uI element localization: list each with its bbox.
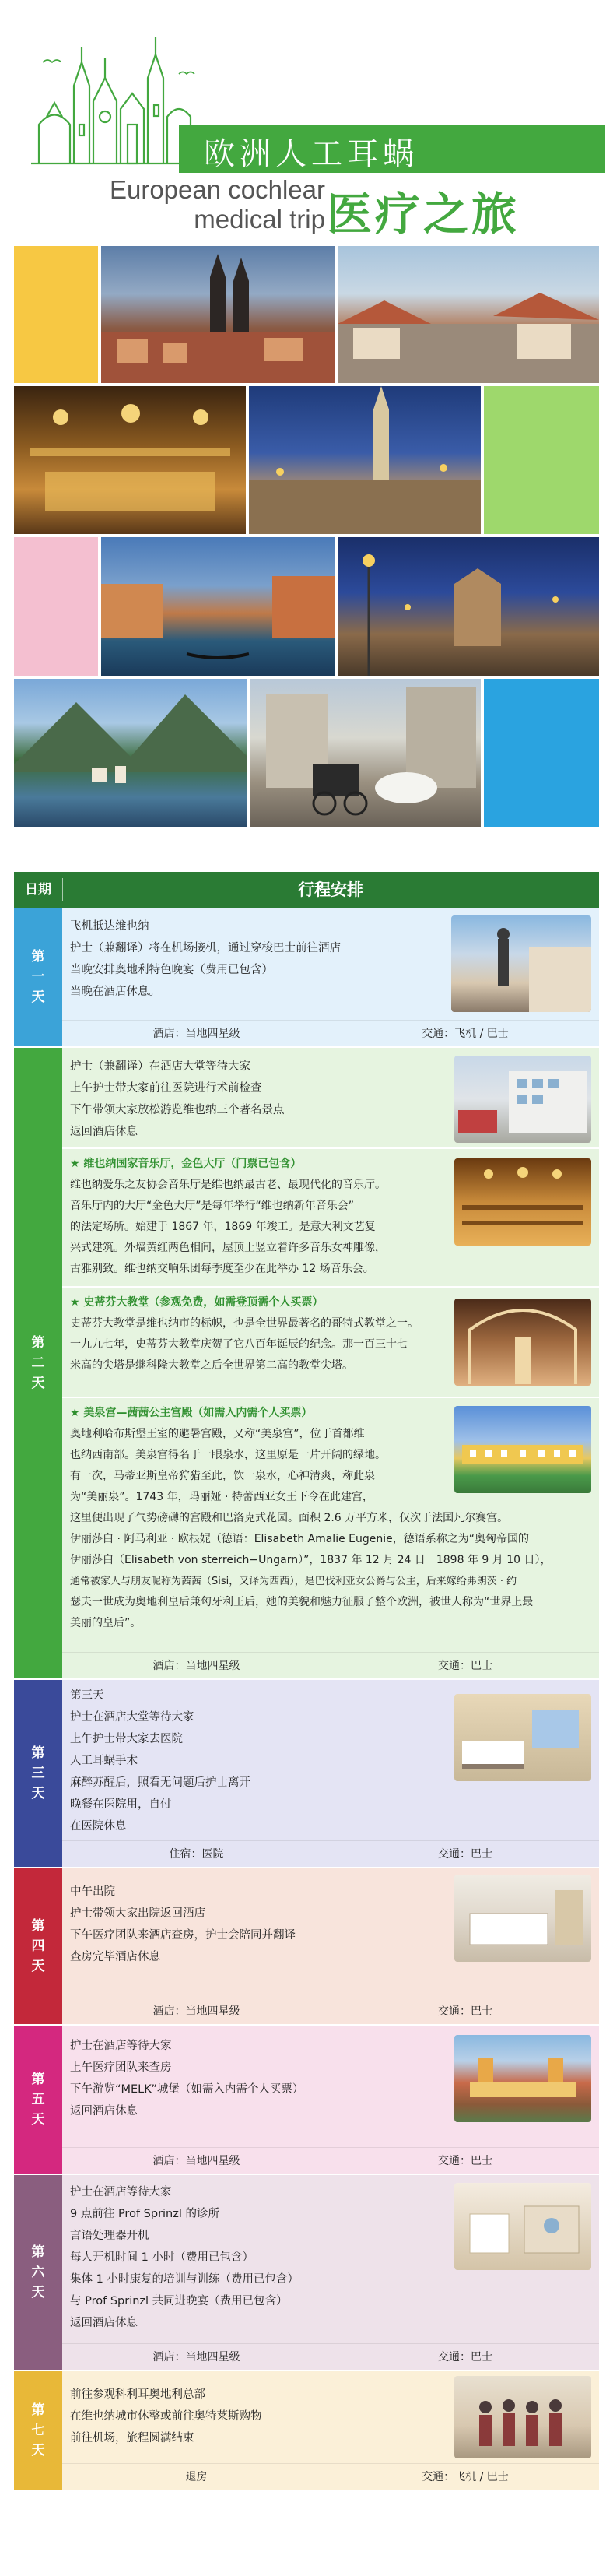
day-7-photo bbox=[454, 2376, 591, 2458]
schonbrunn-text: ★ 美泉宫—茜茜公主宫殿（如需入内需个人买票） 奥地利哈布斯堡王室的避暑宫殿，又称“美泉宫”，位于首都维 也纳西南部。美泉宫得名于一眼泉水，这里原是一片开阔的绿地。 有一次，马蒂亚斯皇帝狩猎至此，饮一泉水，心神清爽，称此泉 为“美丽泉”。1743 年，玛丽娅 · 特蕾西亚女王下令在此建宫， 这里便出现了气势磅礴的宫殿和巴洛克式花园。面积 2.6 万平方米，仅次于法国凡尔赛宫。 伊丽莎白 · 阿马利亚 · 欧根妮（德语：Elisabeth Amalie Eugenie，德语系称之为“奥匈帝国的 伊丽莎白（Elisabeth von sterreich−Ungarn）”，1837 年 12 月 24 日－1898 年 9 月 10 日）， 通常被家人与朋友昵称为茜茜（Sisi，又译为西西），是巴伐利亚女公爵与公主，后来嫁给弗朗茨 · 约 瑟夫一世成为奥地利皇后兼匈牙利王后，她的美貌和魅力征服了整个欧洲，被世人称为“世界上最 美丽的皇后”。 bbox=[70, 1407, 552, 1629]
table-header bbox=[14, 872, 599, 908]
photo-hallstatt-lake bbox=[14, 679, 247, 827]
day-6-transport: 交通：巴士 bbox=[331, 2344, 599, 2370]
color-block-yellow bbox=[14, 246, 98, 383]
day-3-label: 第 三 天 bbox=[14, 1680, 62, 1867]
day-4-accommodation: 酒店：当地四星级 bbox=[152, 2005, 240, 2018]
palace-icon bbox=[454, 1406, 591, 1493]
page-title: 欧洲人工耳蜗 bbox=[204, 136, 419, 172]
melk-abbey-icon bbox=[454, 2035, 591, 2122]
day-2-transport: 交通：巴士 bbox=[331, 1653, 599, 1679]
day-2-photo-hospital bbox=[454, 1056, 591, 1143]
hospital-room-icon bbox=[454, 1694, 591, 1781]
day-2-row bbox=[14, 1048, 599, 1678]
day-3-footer bbox=[62, 1840, 599, 1867]
photo-night-square bbox=[338, 537, 599, 676]
column-header-day: 日期 bbox=[25, 882, 51, 898]
day-7-label: 第 七 天 bbox=[14, 2371, 62, 2490]
concert-hall-icon bbox=[454, 1158, 591, 1246]
building-icon bbox=[454, 1056, 591, 1143]
clinic-reception-icon bbox=[454, 1875, 591, 1962]
subtitle-cn: 医疗之旅 bbox=[327, 188, 520, 241]
day-5-label: 第 五 天 bbox=[14, 2026, 62, 2174]
subtitle-en-line-1: European cochlear bbox=[109, 175, 325, 204]
day-3-row bbox=[14, 1680, 599, 1867]
st-stephens-photo bbox=[454, 1299, 591, 1386]
schonbrunn-photo bbox=[454, 1406, 591, 1493]
day-2-label: 第 二 天 bbox=[14, 1048, 62, 1678]
color-block-green bbox=[484, 386, 599, 534]
day-7-footer bbox=[62, 2463, 599, 2490]
day-5-text: 护士在酒店等待大家 上午医疗团队来查房 下午游览“MELK”城堡（如需入内需个人买票） 返回酒店休息 bbox=[70, 2040, 304, 2117]
day-6-photo bbox=[454, 2183, 591, 2270]
color-block-pink bbox=[14, 537, 98, 676]
statue-icon bbox=[451, 915, 591, 1012]
day-4-photo bbox=[454, 1875, 591, 1962]
day-6-row bbox=[14, 2175, 599, 2370]
day-7-content bbox=[62, 2371, 599, 2463]
st-stephens-text: ★ 史蒂芬大教堂（参观免费，如需登顶需个人买票） 史蒂芬大教堂是维也纳市的标帜，也是全世界最著名的哥特式教堂之一。 一九九七年，史蒂芬大教堂庆贺了它八百年诞辰的纪念。那一百三十七 米高的尖塔是继科隆大教堂之后全世界第二高的教堂尖塔。 bbox=[70, 1296, 419, 1372]
golden-hall-text: ★ 维也纳国家音乐厅，金色大厅（门票已包含） 维也纳爱乐之友协会音乐厅是维也纳最古老、最现代化的音乐厅。 音乐厅内的大厅“金色大厅”是每年举行“维也纳新年音乐会” 的法定场所。始建于 1867 年，1869 年竣工。是意大利文艺复 兴式建筑。外墙黄红两色相间，屋顶上竖立着许多音乐女神雕像， 古雅别致。维也纳交响乐团每季度至少在此举办 12 场音乐会。 bbox=[70, 1158, 386, 1275]
day-2-intro: 护士（兼翻译）在酒店大堂等待大家 上午护士带大家前往医院进行术前检查 下午带领大家放松游览维也纳三个著名景点 返回酒店休息 bbox=[70, 1060, 285, 1138]
subtitle-en-line-2: medical trip bbox=[194, 205, 325, 234]
golden-hall-photo bbox=[454, 1158, 591, 1246]
day-7-text: 前往参观科利耳奥地利总部 在维也纳城市休整或前往奥特莱斯购物 前往机场，旅程圆满结束 bbox=[70, 2388, 262, 2444]
chandelier-icon bbox=[14, 386, 246, 534]
photo-golden-hall bbox=[14, 386, 246, 534]
day-4-row bbox=[14, 1868, 599, 2024]
color-block-blue bbox=[484, 679, 599, 827]
photo-prague-square bbox=[338, 246, 599, 383]
day-6-footer bbox=[62, 2343, 599, 2370]
rooftops-icon bbox=[338, 246, 599, 383]
day-1-label: 第 一 天 bbox=[14, 908, 62, 1046]
day-5-accommodation: 酒店：当地四星级 bbox=[152, 2155, 240, 2167]
day-3-photo bbox=[454, 1694, 591, 1781]
church-towers-icon bbox=[101, 246, 335, 383]
day-1-photo bbox=[451, 915, 591, 1012]
day-3-content bbox=[62, 1680, 599, 1840]
day-4-text: 中午出院 护士带领大家出院返回酒店 下午医疗团队来酒店查房，护士会陪同并翻译 查房完毕酒店休息 bbox=[70, 1885, 296, 1963]
gondola-icon bbox=[101, 537, 335, 676]
group-people-icon bbox=[454, 2376, 591, 2458]
day-5-photo bbox=[454, 2035, 591, 2122]
photo-prague-old-town bbox=[101, 246, 335, 383]
day-2-schonbrunn-section bbox=[62, 1397, 599, 1652]
day-3-transport: 交通：巴士 bbox=[331, 1841, 599, 1868]
day-1-footer bbox=[62, 1020, 599, 1046]
footer bbox=[0, 2491, 613, 2576]
photo-vienna-street-night bbox=[249, 386, 481, 534]
day-1-text: 飞机抵达维也纳 护士（兼翻译）将在机场接机，通过穿梭巴士前往酒店 当晚安排奥地利特色晚宴（费用已包含） 当晚在酒店休息。 bbox=[70, 920, 341, 998]
day-2-st-stephens-section bbox=[62, 1286, 599, 1395]
day-5-footer bbox=[62, 2147, 599, 2174]
clinic-room-icon bbox=[454, 2183, 591, 2270]
day-7-checkout: 退房 bbox=[185, 2471, 208, 2483]
day-7-transport: 交通：飞机 / 巴士 bbox=[331, 2464, 599, 2490]
day-6-content bbox=[62, 2175, 599, 2343]
day-5-row bbox=[14, 2026, 599, 2174]
header bbox=[0, 0, 613, 241]
day-4-transport: 交通：巴士 bbox=[331, 1998, 599, 2025]
day-7-row bbox=[14, 2371, 599, 2490]
day-6-accommodation: 酒店：当地四星级 bbox=[152, 2351, 240, 2363]
column-header-schedule: 行程安排 bbox=[62, 872, 599, 908]
photo-venice-canal bbox=[101, 537, 335, 676]
tower-icon bbox=[249, 386, 481, 534]
day-5-transport: 交通：巴士 bbox=[331, 2148, 599, 2174]
day-5-content bbox=[62, 2026, 599, 2147]
mountain-icon bbox=[14, 679, 247, 827]
horse-carriage-icon bbox=[250, 679, 481, 827]
day-1-transport: 交通：飞机 / 巴士 bbox=[331, 1021, 599, 1047]
day-2-accommodation: 酒店：当地四星级 bbox=[152, 1660, 240, 1672]
day-2-footer bbox=[62, 1652, 599, 1678]
photo-horse-carriage bbox=[250, 679, 481, 827]
day-1-row bbox=[14, 908, 599, 1046]
day-1-content bbox=[62, 908, 599, 1020]
day-2-golden-hall-section bbox=[62, 1147, 599, 1284]
day-4-label: 第 四 天 bbox=[14, 1868, 62, 2024]
day-4-footer bbox=[62, 1998, 599, 2024]
day-1-accommodation: 酒店：当地四星级 bbox=[152, 1028, 240, 1040]
day-3-text: 第三天 护士在酒店大堂等待大家 上午护士带大家去医院 人工耳蜗手术 麻醉苏醒后，照看无问题后护士离开 晚餐在医院用，自付 在医院休息 bbox=[70, 1689, 250, 1833]
street-lamp-icon bbox=[338, 537, 599, 676]
day-6-label: 第 六 天 bbox=[14, 2175, 62, 2370]
day-3-accommodation: 住宿：医院 bbox=[169, 1848, 224, 1861]
day-6-text: 护士在酒店等待大家 9 点前往 Prof Sprinzl 的诊所 言语处理器开机 每人开机时间 1 小时（费用已包含） 集体 1 小时康复的培训与训练（费用已包含） 与 Prof Sprinzl 共同进晚宴（费用已包含） 返回酒店休息 bbox=[70, 2186, 299, 2329]
cathedral-interior-icon bbox=[454, 1299, 591, 1386]
day-4-content bbox=[62, 1868, 599, 1998]
